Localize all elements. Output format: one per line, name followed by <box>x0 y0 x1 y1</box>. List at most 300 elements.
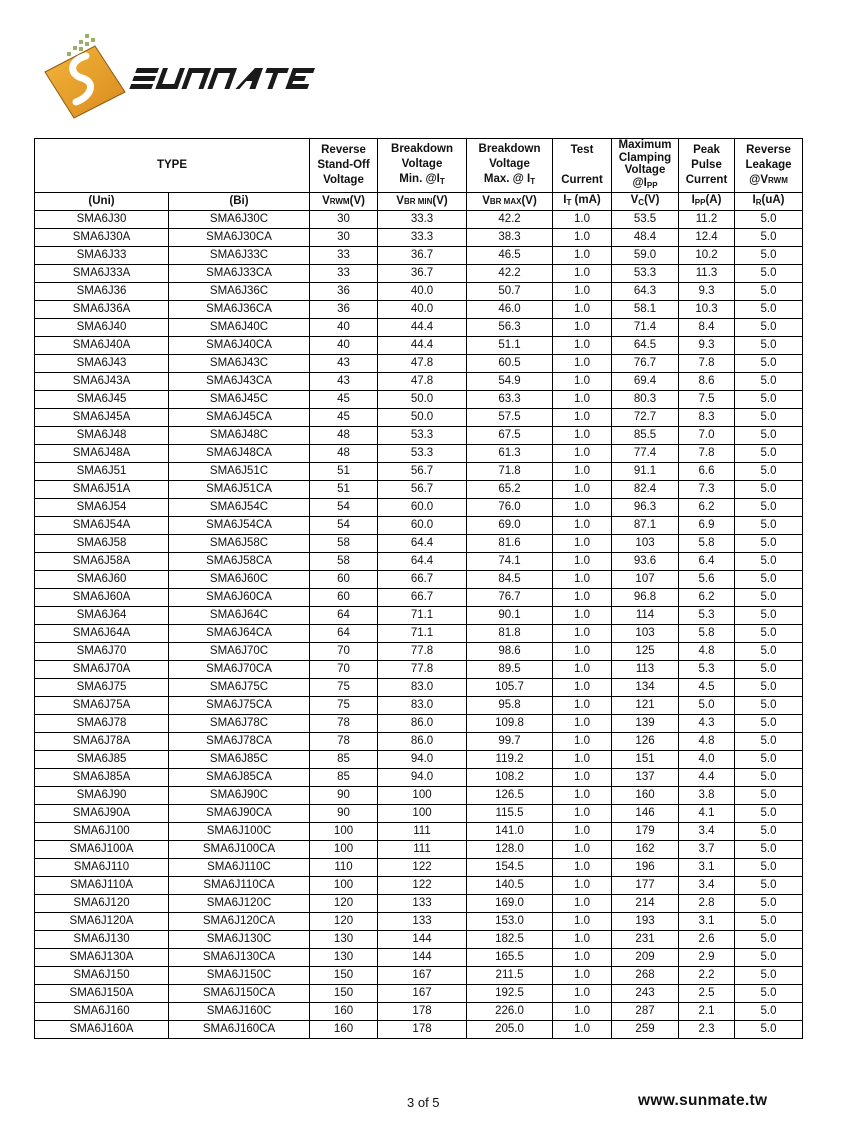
bi-part: SMA6J51C <box>169 463 310 481</box>
vrwm-value: 70 <box>310 661 378 679</box>
ir-value: 5.0 <box>735 697 803 715</box>
ir-unit <box>735 193 803 211</box>
vbr-max-value: 89.5 <box>467 661 553 679</box>
vbr-max-value: 205.0 <box>467 1021 553 1039</box>
vbr-min-value: 56.7 <box>378 481 467 499</box>
vbr-min-value: 66.7 <box>378 589 467 607</box>
vbr-max-value: 69.0 <box>467 517 553 535</box>
vbr-min-value: 33.3 <box>378 211 467 229</box>
ir-value: 5.0 <box>735 481 803 499</box>
vbr-min-value: 40.0 <box>378 301 467 319</box>
bi-part: SMA6J48C <box>169 427 310 445</box>
vc-value: 93.6 <box>612 553 679 571</box>
vc-value: 69.4 <box>612 373 679 391</box>
vbr-max-value: 46.0 <box>467 301 553 319</box>
ir-value: 5.0 <box>735 499 803 517</box>
it-value: 1.0 <box>553 571 612 589</box>
vbr-max-value: 95.8 <box>467 697 553 715</box>
header-line: Test <box>570 144 594 156</box>
unit-subscript: RWM <box>329 197 350 206</box>
table-row <box>35 517 803 535</box>
vbr-max-value: 182.5 <box>467 931 553 949</box>
header-line: Clamping <box>618 151 672 164</box>
bi-part: SMA6J130CA <box>169 949 310 967</box>
table-row <box>35 445 803 463</box>
it-value: 1.0 <box>553 931 612 949</box>
bi-part: SMA6J85CA <box>169 769 310 787</box>
vc-header <box>612 139 679 193</box>
vbr-min-value: 40.0 <box>378 283 467 301</box>
vrwm-value: 90 <box>310 805 378 823</box>
ir-value: 5.0 <box>735 841 803 859</box>
vrwm-value: 150 <box>310 967 378 985</box>
website-link[interactable]: www.sunmate.tw <box>638 1092 768 1109</box>
vrwm-value: 78 <box>310 715 378 733</box>
bi-part: SMA6J110C <box>169 859 310 877</box>
uni-part: SMA6J43A <box>35 373 169 391</box>
vbr-max-value: 154.5 <box>467 859 553 877</box>
uni-part: SMA6J48A <box>35 445 169 463</box>
it-value: 1.0 <box>553 751 612 769</box>
vc-value: 72.7 <box>612 409 679 427</box>
vbr-min-value: 71.1 <box>378 607 467 625</box>
header-line: Voltage <box>401 158 443 170</box>
bi-part: SMA6J51CA <box>169 481 310 499</box>
ipp-value: 3.1 <box>679 913 735 931</box>
table-row <box>35 373 803 391</box>
ipp-value: 7.8 <box>679 355 735 373</box>
it-value: 1.0 <box>553 427 612 445</box>
vbr-min-value: 100 <box>378 787 467 805</box>
ipp-value: 2.5 <box>679 985 735 1003</box>
vbr-max-value: 57.5 <box>467 409 553 427</box>
uni-part: SMA6J70A <box>35 661 169 679</box>
vbr-max-unit <box>467 193 553 211</box>
header-line: Max. @ I <box>483 173 531 185</box>
ir-value: 5.0 <box>735 733 803 751</box>
it-value: 1.0 <box>553 697 612 715</box>
bi-part: SMA6J100CA <box>169 841 310 859</box>
vbr-min-value: 64.4 <box>378 535 467 553</box>
it-value: 1.0 <box>553 409 612 427</box>
vbr-max-value: 67.5 <box>467 427 553 445</box>
uni-part: SMA6J160A <box>35 1021 169 1039</box>
ipp-value: 2.6 <box>679 931 735 949</box>
table-row <box>35 697 803 715</box>
ipp-value: 2.3 <box>679 1021 735 1039</box>
table-row <box>35 211 803 229</box>
uni-part: SMA6J51A <box>35 481 169 499</box>
it-value: 1.0 <box>553 481 612 499</box>
bi-part: SMA6J85C <box>169 751 310 769</box>
vbr-min-value: 66.7 <box>378 571 467 589</box>
uni-part: SMA6J40 <box>35 319 169 337</box>
ipp-value: 9.3 <box>679 283 735 301</box>
page-number: 3 of 5 <box>407 1095 440 1110</box>
it-value: 1.0 <box>553 337 612 355</box>
table-row <box>35 967 803 985</box>
it-value: 1.0 <box>553 679 612 697</box>
it-value: 1.0 <box>553 607 612 625</box>
vrwm-value: 45 <box>310 409 378 427</box>
vbr-min-value: 50.0 <box>378 409 467 427</box>
ir-value: 5.0 <box>735 931 803 949</box>
header-line: Voltage <box>489 158 530 170</box>
table-row <box>35 751 803 769</box>
header-line: Pulse <box>691 159 722 171</box>
header-line: Maximum <box>618 139 672 151</box>
ipp-value: 5.3 <box>679 607 735 625</box>
header-subscript: T <box>439 177 445 186</box>
table-row <box>35 823 803 841</box>
vbr-min-value: 86.0 <box>378 715 467 733</box>
table-row <box>35 229 803 247</box>
ipp-value: 8.3 <box>679 409 735 427</box>
ipp-value: 11.2 <box>679 211 735 229</box>
vbr-min-value: 111 <box>378 841 467 859</box>
it-unit <box>553 193 612 211</box>
table-row <box>35 391 803 409</box>
table-row <box>35 679 803 697</box>
vc-value: 214 <box>612 895 679 913</box>
vrwm-value: 78 <box>310 733 378 751</box>
ipp-value: 7.3 <box>679 481 735 499</box>
ipp-value: 2.9 <box>679 949 735 967</box>
table-row <box>35 733 803 751</box>
vbr-max-value: 165.5 <box>467 949 553 967</box>
bi-part: SMA6J100C <box>169 823 310 841</box>
table-row <box>35 337 803 355</box>
it-value: 1.0 <box>553 535 612 553</box>
vbr-min-value: 178 <box>378 1021 467 1039</box>
vrwm-value: 33 <box>310 265 378 283</box>
table-row <box>35 283 803 301</box>
unit-text: (A) <box>705 194 722 206</box>
uni-part: SMA6J150 <box>35 967 169 985</box>
uni-part: SMA6J64 <box>35 607 169 625</box>
vbr-min-value: 56.7 <box>378 463 467 481</box>
table-row <box>35 787 803 805</box>
vbr-max-value: 42.2 <box>467 211 553 229</box>
table-row <box>35 625 803 643</box>
vc-value: 209 <box>612 949 679 967</box>
table-row <box>35 265 803 283</box>
it-value: 1.0 <box>553 859 612 877</box>
it-value: 1.0 <box>553 517 612 535</box>
vrwm-value: 75 <box>310 679 378 697</box>
ipp-value: 10.2 <box>679 247 735 265</box>
vc-value: 177 <box>612 877 679 895</box>
header-line: Peak <box>693 144 720 156</box>
vc-value: 53.5 <box>612 211 679 229</box>
uni-part: SMA6J85A <box>35 769 169 787</box>
vbr-max-value: 108.2 <box>467 769 553 787</box>
ir-value: 5.0 <box>735 391 803 409</box>
header-line: Breakdown <box>478 143 541 155</box>
uni-part: SMA6J150A <box>35 985 169 1003</box>
ir-value: 5.0 <box>735 625 803 643</box>
unit-subscript: R <box>755 198 762 207</box>
bi-part: SMA6J30CA <box>169 229 310 247</box>
uni-part: SMA6J33A <box>35 265 169 283</box>
vbr-min-value: 71.1 <box>378 625 467 643</box>
uni-part: SMA6J64A <box>35 625 169 643</box>
uni-part: SMA6J78A <box>35 733 169 751</box>
ir-value: 5.0 <box>735 445 803 463</box>
vrwm-value: 33 <box>310 247 378 265</box>
table-row <box>35 841 803 859</box>
table-row <box>35 319 803 337</box>
unit-subscript: PP <box>694 198 706 207</box>
vrwm-unit <box>310 193 378 211</box>
ipp-value: 5.8 <box>679 535 735 553</box>
vc-value: 268 <box>612 967 679 985</box>
vbr-max-value: 61.3 <box>467 445 553 463</box>
vc-value: 58.1 <box>612 301 679 319</box>
vrwm-header <box>310 139 378 193</box>
vbr-max-value: 54.9 <box>467 373 553 391</box>
uni-part: SMA6J58A <box>35 553 169 571</box>
bi-part: SMA6J58C <box>169 535 310 553</box>
uni-part: SMA6J36 <box>35 283 169 301</box>
vc-value: 243 <box>612 985 679 1003</box>
it-value: 1.0 <box>553 841 612 859</box>
uni-subheader: (Uni) <box>35 193 169 211</box>
ipp-value: 3.8 <box>679 787 735 805</box>
vrwm-value: 100 <box>310 823 378 841</box>
vrwm-value: 48 <box>310 445 378 463</box>
ipp-value: 3.7 <box>679 841 735 859</box>
ir-value: 5.0 <box>735 661 803 679</box>
ir-value: 5.0 <box>735 301 803 319</box>
table-row <box>35 985 803 1003</box>
it-value: 1.0 <box>553 967 612 985</box>
ir-value: 5.0 <box>735 769 803 787</box>
vbr-min-header <box>378 139 467 193</box>
ipp-value: 6.2 <box>679 499 735 517</box>
ir-value: 5.0 <box>735 751 803 769</box>
ir-value: 5.0 <box>735 913 803 931</box>
vrwm-value: 160 <box>310 1003 378 1021</box>
vbr-min-value: 64.4 <box>378 553 467 571</box>
ipp-header <box>679 139 735 193</box>
vbr-min-value: 36.7 <box>378 247 467 265</box>
vrwm-value: 130 <box>310 931 378 949</box>
vbr-min-value: 133 <box>378 913 467 931</box>
bi-part: SMA6J45C <box>169 391 310 409</box>
vc-value: 103 <box>612 625 679 643</box>
vbr-min-unit <box>378 193 467 211</box>
ir-value: 5.0 <box>735 517 803 535</box>
vc-value: 77.4 <box>612 445 679 463</box>
bi-part: SMA6J110CA <box>169 877 310 895</box>
it-value: 1.0 <box>553 355 612 373</box>
table-row <box>35 499 803 517</box>
vbr-min-value: 47.8 <box>378 355 467 373</box>
header-line: Breakdown <box>391 143 454 155</box>
vrwm-value: 60 <box>310 589 378 607</box>
it-value: 1.0 <box>553 913 612 931</box>
vbr-max-header <box>467 139 553 193</box>
vrwm-value: 30 <box>310 229 378 247</box>
it-value: 1.0 <box>553 625 612 643</box>
bi-part: SMA6J43C <box>169 355 310 373</box>
table-row <box>35 1003 803 1021</box>
vbr-min-value: 33.3 <box>378 229 467 247</box>
vbr-min-value: 94.0 <box>378 769 467 787</box>
bi-part: SMA6J160CA <box>169 1021 310 1039</box>
vbr-max-value: 141.0 <box>467 823 553 841</box>
ipp-value: 7.0 <box>679 427 735 445</box>
bi-part: SMA6J90C <box>169 787 310 805</box>
vc-value: 146 <box>612 805 679 823</box>
vrwm-value: 64 <box>310 607 378 625</box>
vrwm-value: 150 <box>310 985 378 1003</box>
vbr-min-value: 50.0 <box>378 391 467 409</box>
unit-subscript: BR MAX <box>489 197 522 206</box>
table-row <box>35 913 803 931</box>
it-value: 1.0 <box>553 373 612 391</box>
header-subscript: PP <box>646 180 658 190</box>
vbr-max-value: 50.7 <box>467 283 553 301</box>
unit-symbol: V <box>630 194 639 206</box>
ir-value: 5.0 <box>735 1021 803 1039</box>
unit-symbol: I <box>691 194 695 206</box>
table-row <box>35 607 803 625</box>
bi-part: SMA6J36CA <box>169 301 310 319</box>
ipp-value: 8.6 <box>679 373 735 391</box>
ipp-value: 5.3 <box>679 661 735 679</box>
vbr-max-value: 99.7 <box>467 733 553 751</box>
uni-part: SMA6J100 <box>35 823 169 841</box>
uni-part: SMA6J110A <box>35 877 169 895</box>
vc-value: 64.3 <box>612 283 679 301</box>
ir-value: 5.0 <box>735 679 803 697</box>
uni-part: SMA6J51 <box>35 463 169 481</box>
header-subscript: RWM <box>768 176 788 185</box>
bi-part: SMA6J130C <box>169 931 310 949</box>
ir-value: 5.0 <box>735 949 803 967</box>
vbr-max-value: 105.7 <box>467 679 553 697</box>
vbr-min-value: 83.0 <box>378 679 467 697</box>
vc-value: 53.3 <box>612 265 679 283</box>
vrwm-value: 51 <box>310 463 378 481</box>
table-row <box>35 715 803 733</box>
ir-value: 5.0 <box>735 589 803 607</box>
vrwm-value: 36 <box>310 283 378 301</box>
table-row <box>35 355 803 373</box>
vbr-min-value: 167 <box>378 985 467 1003</box>
vc-value: 139 <box>612 715 679 733</box>
ir-value: 5.0 <box>735 427 803 445</box>
vc-value: 82.4 <box>612 481 679 499</box>
vbr-max-value: 128.0 <box>467 841 553 859</box>
vbr-max-value: 115.5 <box>467 805 553 823</box>
table-row <box>35 877 803 895</box>
vc-value: 193 <box>612 913 679 931</box>
vrwm-value: 100 <box>310 877 378 895</box>
table-row <box>35 589 803 607</box>
bi-part: SMA6J48CA <box>169 445 310 463</box>
table-row <box>35 571 803 589</box>
ir-value: 5.0 <box>735 607 803 625</box>
uni-part: SMA6J160 <box>35 1003 169 1021</box>
spec-table <box>34 138 803 1039</box>
uni-part: SMA6J120 <box>35 895 169 913</box>
header-line: Leakage <box>745 159 792 171</box>
bi-part: SMA6J150C <box>169 967 310 985</box>
vrwm-value: 85 <box>310 769 378 787</box>
vbr-max-value: 51.1 <box>467 337 553 355</box>
unit-subscript: T <box>566 198 572 207</box>
uni-part: SMA6J110 <box>35 859 169 877</box>
vbr-min-value: 60.0 <box>378 499 467 517</box>
unit-symbol: I <box>752 194 756 206</box>
ir-value: 5.0 <box>735 553 803 571</box>
it-value: 1.0 <box>553 985 612 1003</box>
vrwm-value: 58 <box>310 553 378 571</box>
it-value: 1.0 <box>553 319 612 337</box>
it-value: 1.0 <box>553 733 612 751</box>
it-value: 1.0 <box>553 823 612 841</box>
vbr-max-value: 126.5 <box>467 787 553 805</box>
vrwm-value: 160 <box>310 1021 378 1039</box>
bi-part: SMA6J70C <box>169 643 310 661</box>
it-value: 1.0 <box>553 391 612 409</box>
table-row <box>35 535 803 553</box>
bi-part: SMA6J90CA <box>169 805 310 823</box>
table-row <box>35 895 803 913</box>
vc-value: 231 <box>612 931 679 949</box>
vc-value: 287 <box>612 1003 679 1021</box>
vc-value: 107 <box>612 571 679 589</box>
ir-value: 5.0 <box>735 283 803 301</box>
vbr-min-value: 111 <box>378 823 467 841</box>
vrwm-value: 110 <box>310 859 378 877</box>
vc-value: 125 <box>612 643 679 661</box>
bi-part: SMA6J54C <box>169 499 310 517</box>
table-row <box>35 427 803 445</box>
ir-value: 5.0 <box>735 247 803 265</box>
bi-part: SMA6J64CA <box>169 625 310 643</box>
vbr-max-value: 119.2 <box>467 751 553 769</box>
header-line: Reverse <box>746 144 791 156</box>
ir-value: 5.0 <box>735 409 803 427</box>
ir-value: 5.0 <box>735 319 803 337</box>
it-value: 1.0 <box>553 445 612 463</box>
ipp-value: 2.8 <box>679 895 735 913</box>
ir-value: 5.0 <box>735 571 803 589</box>
uni-part: SMA6J54 <box>35 499 169 517</box>
it-value: 1.0 <box>553 301 612 319</box>
table-row <box>35 1021 803 1039</box>
bi-part: SMA6J75CA <box>169 697 310 715</box>
vc-value: 71.4 <box>612 319 679 337</box>
vrwm-value: 45 <box>310 391 378 409</box>
vbr-max-value: 81.8 <box>467 625 553 643</box>
vbr-min-value: 77.8 <box>378 661 467 679</box>
vbr-min-value: 77.8 <box>378 643 467 661</box>
it-value: 1.0 <box>553 643 612 661</box>
unit-text: (V) <box>521 195 537 207</box>
vc-unit <box>612 193 679 211</box>
uni-part: SMA6J130 <box>35 931 169 949</box>
header-line: Current <box>561 174 603 186</box>
ir-value: 5.0 <box>735 877 803 895</box>
vbr-max-value: 76.7 <box>467 589 553 607</box>
ipp-value: 7.8 <box>679 445 735 463</box>
unit-text: (V) <box>349 195 365 207</box>
